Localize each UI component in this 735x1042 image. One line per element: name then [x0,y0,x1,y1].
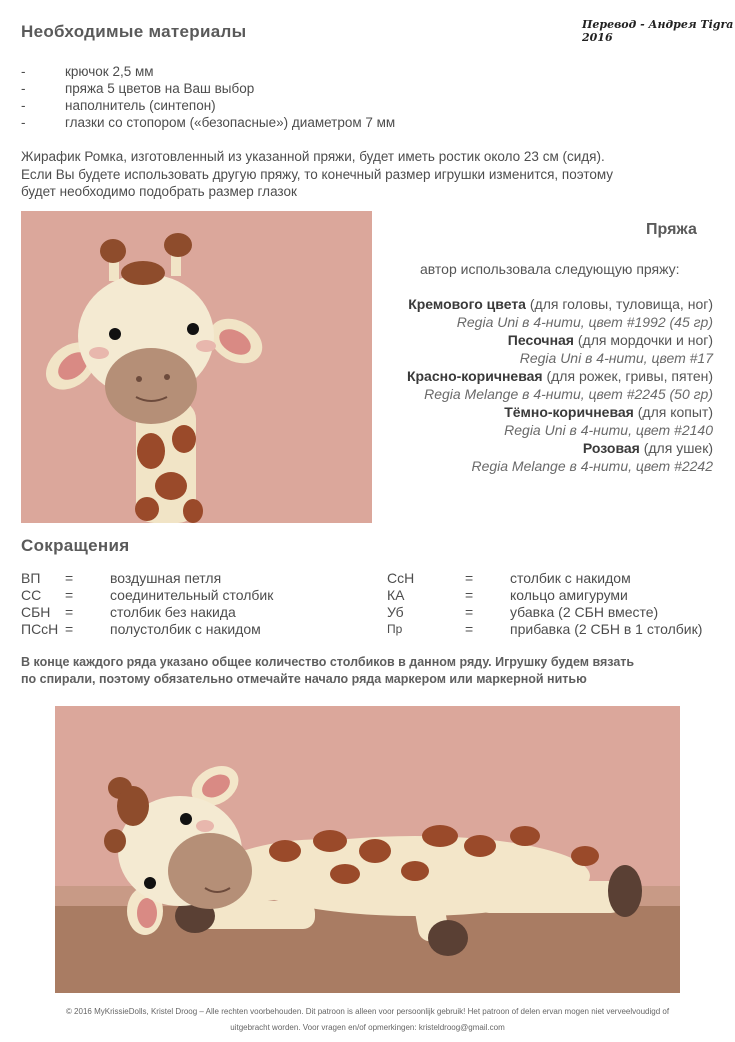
abbreviations-title: Сокращения [21,536,130,555]
yarn-color-line: Песочная (для мордочки и ног) [507,332,713,348]
yarn-brand-line: Regia Uni в 4-нити, цвет #17 [519,350,713,366]
list-item: - крючок 2,5 мм [21,64,154,79]
yarn-color-line: Красно-коричневая (для рожек, гривы, пятен) [406,368,713,384]
yarn-color-line: Тёмно-коричневая (для копыт) [504,404,713,420]
list-item: - наполнитель (синтепон) [21,98,216,113]
giraffe-lying-photo [55,706,680,993]
translator-signature: Перевод - Андрея Tigra 2016 [582,18,734,44]
abbreviations-table: ВП = воздушная петля СС = соединительный столбик СБН = столбик без накида ПСсН = полустолбик с накидом СсН = столбик с накидом КА = кольцо амигуруми Уб = убавка (2 СБН вместе) Пр = прибавка (2 СБН в 1 столбик) [21,570,703,637]
yarn-color-line: Кремового цвета (для головы, туловища, ног) [408,296,713,312]
yarn-brand-line: Regia Uni в 4-нити, цвет #2140 [504,422,713,438]
giraffe-head-photo [21,211,372,523]
row-count-note: В конце каждого ряда указано общее количество столбиков в данном ряду. Игрушку будем вязать по спирали, поэтому обязательно отмечайте начало ряда маркером или маркерной нитью [21,655,635,686]
yarn-list [353,295,713,475]
materials-title: Необходимые материалы [21,22,247,41]
giraffe-lying-illustration [55,706,680,993]
materials-list [21,63,395,131]
list-item: - пряжа 5 цветов на Ваш выбор [21,81,255,96]
yarn-brand-line: Regia Uni в 4-нити, цвет #1992 (45 гр) [456,314,713,330]
giraffe-head-illustration [21,211,372,523]
yarn-brand-line: Regia Melange в 4-нити, цвет #2242 [471,458,713,474]
yarn-brand-line: Regia Melange в 4-нити, цвет #2245 (50 гр) [424,386,713,402]
yarn-color-line: Розовая (для ушек) [582,440,713,456]
list-item: - глазки со стопором («безопасные») диаметром 7 мм [21,115,396,130]
copyright-footer: © 2016 MyKrissieDolls, Kristel Droog – Alle rechten voorbehouden. Dit patroon is alleen voor persoonlijk gebruik! Het patroon of delen ervan mogen niet verveelvoudigd of uitgebracht worden. Voor vragen en/of opmerkingen: kristeldroog@gmail.com [65,1007,670,1032]
yarn-title: Пряжа [646,221,697,238]
yarn-subtitle: автор использовала следующую пряжу: [420,261,680,277]
intro-paragraph: Жирафик Ромка, изготовленный из указанной пряжи, будет иметь ростик около 23 см (сидя). Если Вы будете использовать другую пряжу, то конечный размер игрушки изменится, поэтому будет необходимо подобрать размер глазок [21,149,614,199]
